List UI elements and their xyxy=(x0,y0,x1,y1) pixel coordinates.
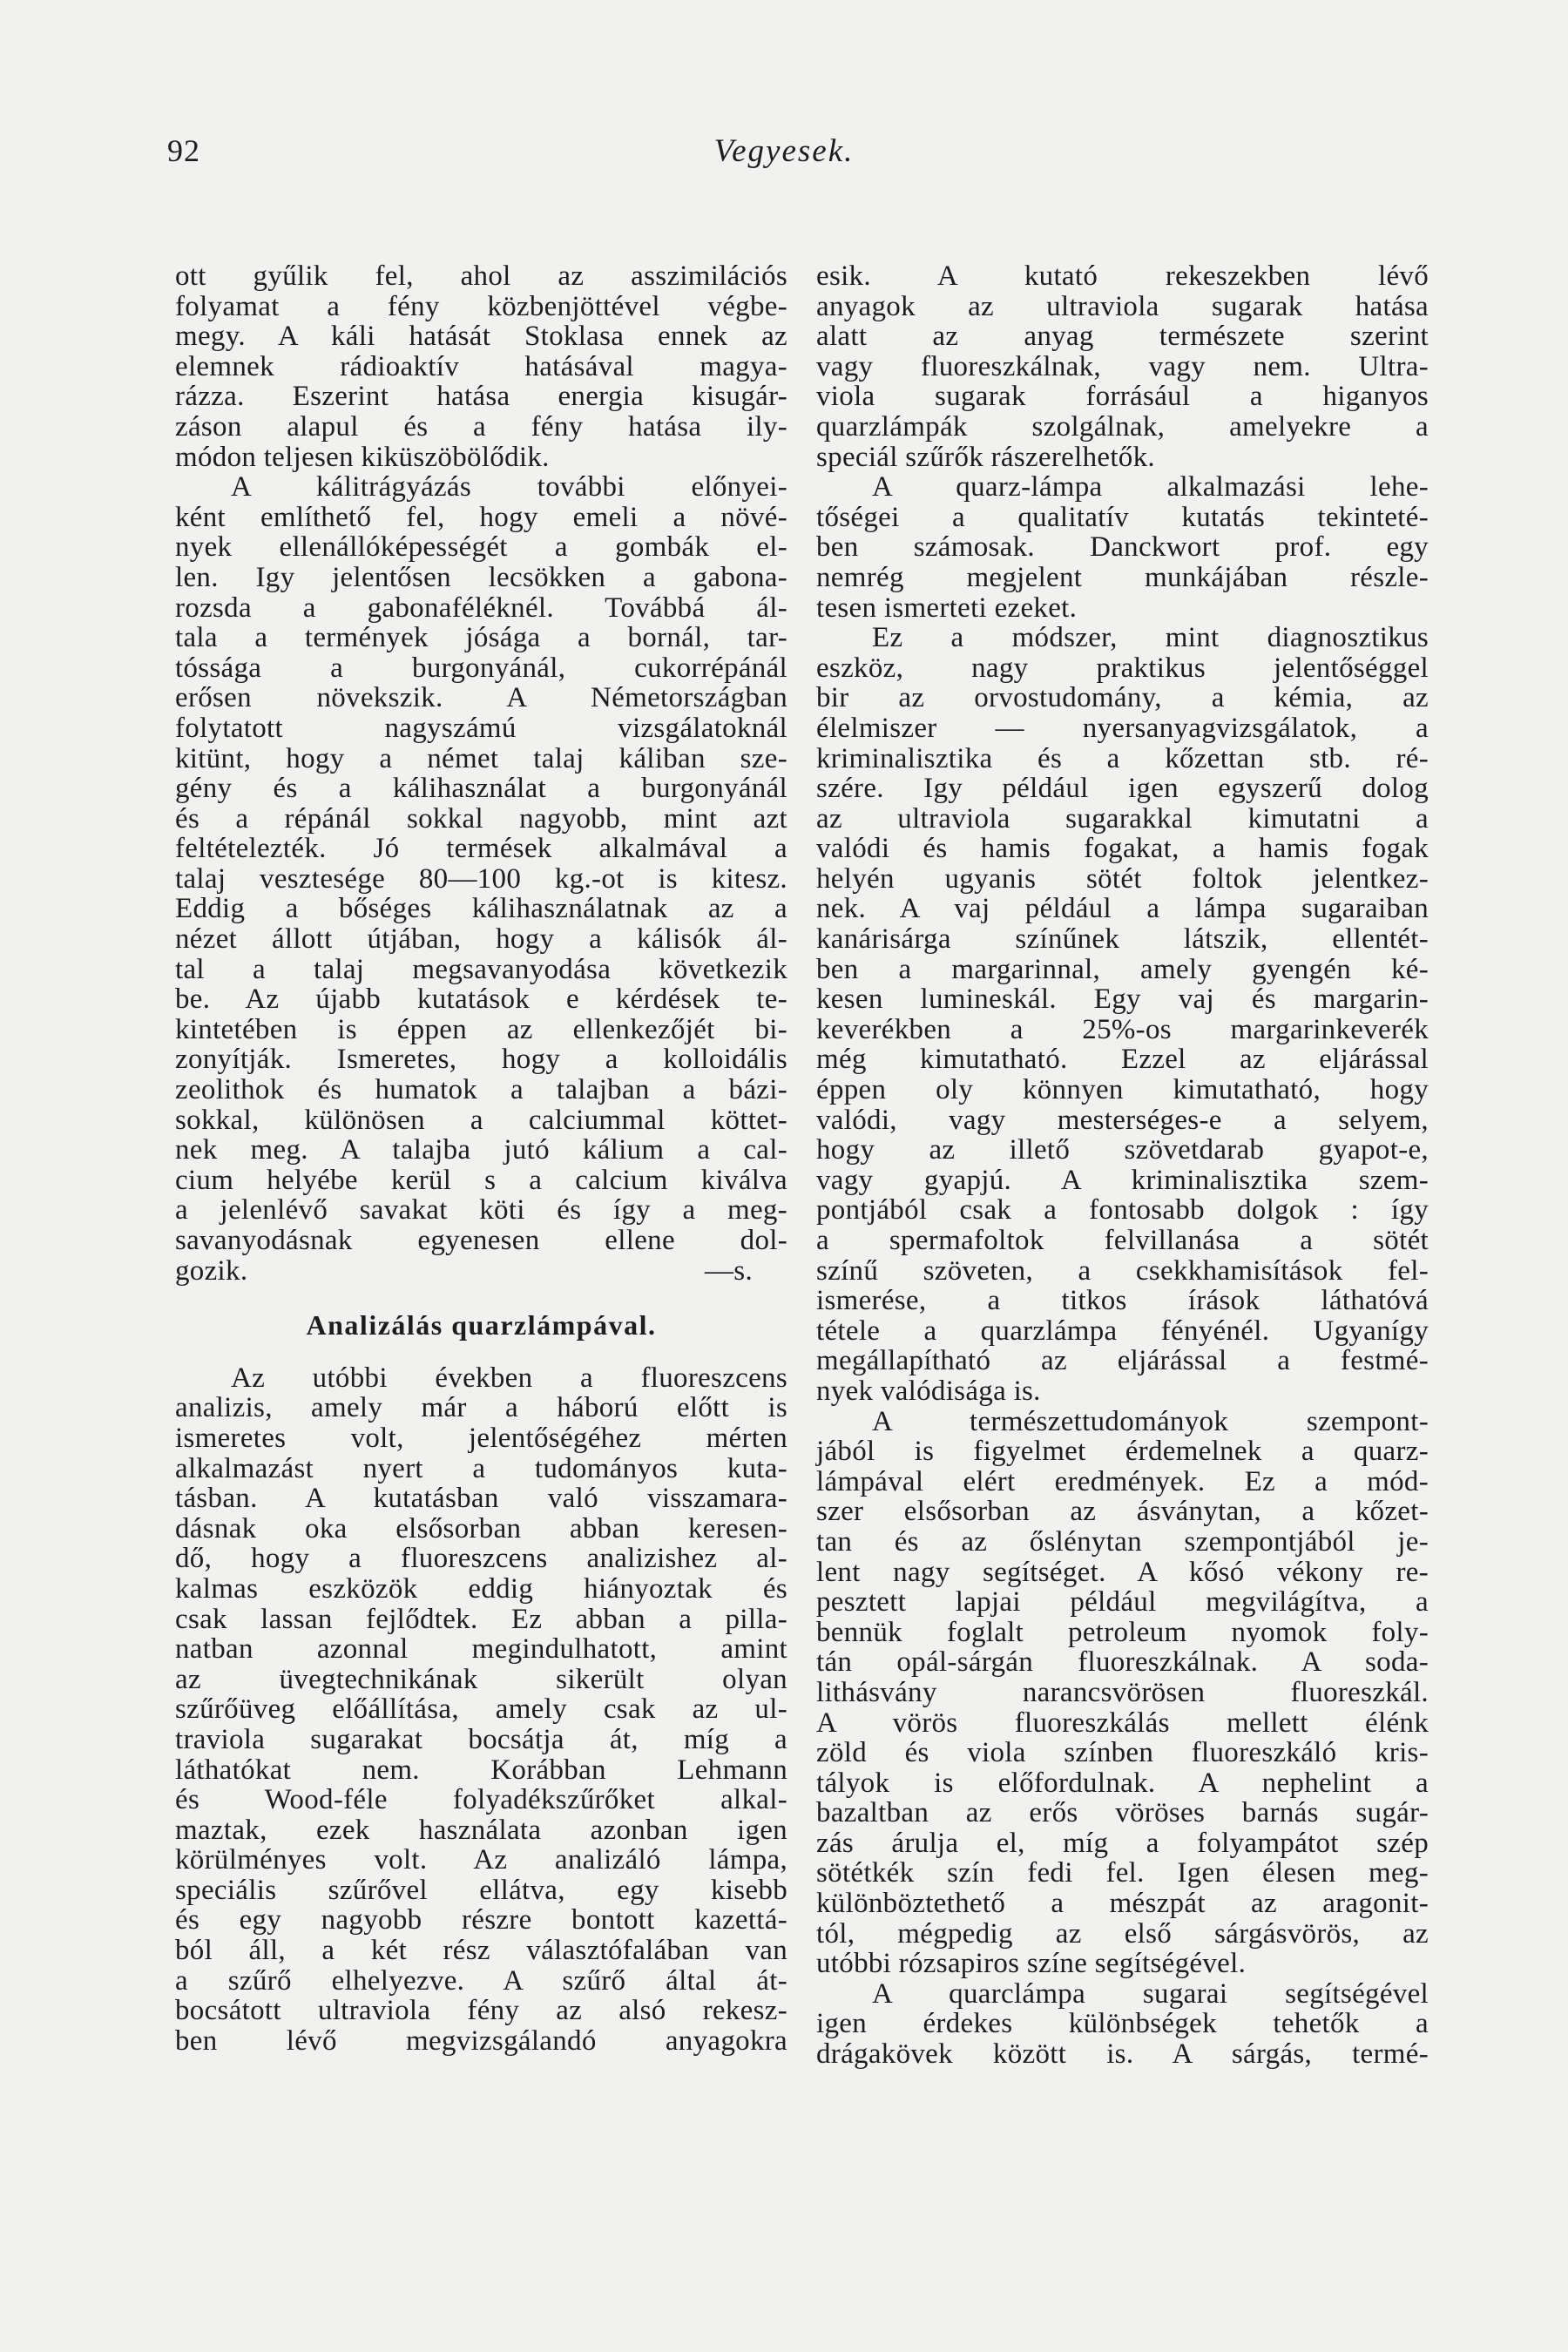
text-line: és Wood-féle folyadékszűrőket alkal- xyxy=(175,1784,787,1816)
text-line: ben lévő megvizsgálandó anyagokra xyxy=(175,2024,787,2057)
text-line: nek. A vaj például a lámpa sugaraiban xyxy=(816,893,1429,925)
text-line: utóbbi rózsapiros színe segítségével. xyxy=(816,1948,1247,1980)
text-line: helyén ugyanis sötét foltok jelentkez- xyxy=(816,862,1429,895)
text-line: záson alapul és a fény hatása ily- xyxy=(175,410,787,443)
text-line: kesen lumineskál. Egy vaj és margarin- xyxy=(816,983,1429,1016)
text-line: vagy fluoreszkálnak, vagy nem. Ultra- xyxy=(816,350,1429,382)
text-line: bir az orvostudomány, a kémia, az xyxy=(816,682,1429,714)
text-line: a jelenlévő savakat köti és így a meg- xyxy=(175,1194,787,1227)
text-line: ismerése, a titkos írások láthatóvá xyxy=(816,1285,1429,1317)
text-line: valódi és hamis fogakat, a hamis fogak xyxy=(816,833,1429,865)
text-line: a spermafoltok felvillanása a sötét xyxy=(816,1225,1429,1256)
text-line: színű szöveten, a csekkhamisítások fel- xyxy=(816,1254,1429,1287)
text-line: még kimutatható. Ezzel az eljárással xyxy=(816,1044,1429,1076)
text-line: tásban. A kutatásban való visszamara- xyxy=(175,1483,787,1515)
text-line: viola sugarak forrásául a higanyos xyxy=(816,381,1429,413)
text-line: tesen ismerteti ezeket. xyxy=(816,591,1078,624)
text-line: hogy az illető szövetdarab gyapot-e, xyxy=(816,1134,1429,1166)
text-fragment: gozik. xyxy=(175,1254,248,1287)
text-line: körülményes volt. Az analizáló lámpa, xyxy=(175,1844,787,1876)
text-line: keverékben a 25%-os margarinkeverék xyxy=(816,1013,1429,1045)
running-head: Vegyesek. xyxy=(713,133,855,169)
text-line: nemrég megjelent munkájában részle- xyxy=(816,561,1429,593)
text-line: tétele a quarzlámpa fényénél. Ugyanígy xyxy=(816,1315,1429,1347)
text-line: pontjából csak a fontosabb dolgok : így xyxy=(816,1194,1429,1227)
text-line: lent nagy segítséget. A kősó vékony re- xyxy=(816,1556,1429,1588)
text-line: nézet állott útjában, hogy a kálisók ál- xyxy=(175,923,787,956)
text-line: az üvegtechnikának sikerült olyan xyxy=(175,1663,787,1695)
text-line: láthatókat nem. Korábban Lehmann xyxy=(175,1754,787,1786)
text-line: kriminalisztika és a kőzettan stb. ré- xyxy=(816,742,1429,774)
text-line: kanárisárga színűnek látszik, ellentét- xyxy=(816,923,1429,956)
text-line: anyagok az ultraviola sugarak hatása xyxy=(816,290,1429,322)
text-line: szűrőüveg előállítása, amely csak az ul- xyxy=(175,1693,787,1726)
text-line: maztak, ezek használata azonban igen xyxy=(175,1814,787,1846)
text-line: cium helyébe kerül s a calcium kiválva xyxy=(175,1164,787,1196)
text-line: ból áll, a két rész választófalában van xyxy=(175,1935,787,1967)
text-line: szer elsősorban az ásványtan, a kőzet- xyxy=(816,1496,1429,1528)
text-line: sokkal, különösen a calciummal köttet- xyxy=(175,1104,787,1136)
text-line: tan és az őslénytan szempontjából je- xyxy=(816,1525,1429,1558)
text-line: ismeretes volt, jelentőségéhez mérten xyxy=(175,1422,787,1454)
text-line: quarzlámpák szolgálnak, amelyekre a xyxy=(816,410,1429,443)
text-line: vagy gyapjú. A kriminalisztika szem- xyxy=(816,1164,1429,1196)
text-line: ben a margarinnal, amely gyengén ké- xyxy=(816,953,1429,985)
text-line: ként említhető fel, hogy emeli a növé- xyxy=(175,501,787,533)
text-line: tal a talaj megsavanyodása következik xyxy=(175,953,787,985)
text-line: A kálitrágyázás további előnyei- xyxy=(231,471,787,504)
text-line: A quarz-lámpa alkalmazási lehe- xyxy=(872,471,1429,504)
text-line: alkalmazást nyert a tudományos kuta- xyxy=(175,1452,787,1484)
text-line: sötétkék szín fedi fel. Igen élesen meg- xyxy=(816,1857,1429,1889)
text-line: nyek ellenállóképességét a gombák el- xyxy=(175,531,787,564)
text-line: különböztethető a mészpát az aragonit- xyxy=(816,1888,1429,1920)
text-line: éppen oly könnyen kimutatható, hogy xyxy=(816,1074,1429,1106)
text-line: nyek valódisága is. xyxy=(816,1375,1041,1407)
text-line: Az utóbbi években a fluoreszcens xyxy=(231,1362,787,1394)
text-line: bennük foglalt petroleum nyomok foly- xyxy=(816,1616,1429,1648)
text-line: erősen növekszik. A Németországban xyxy=(175,682,787,714)
text-line: valódi, vagy mesterséges-e a selyem, xyxy=(816,1104,1429,1136)
text-line: tőségei a qualitatív kutatás tekinteté- xyxy=(816,501,1429,533)
text-line xyxy=(175,1256,787,1287)
text-line: A vörös fluoreszkálás mellett élénk xyxy=(816,1707,1429,1739)
text-line: rozsda a gabonaféléknél. Továbbá ál- xyxy=(175,591,787,624)
text-line: folyamat a fény közbenjöttével végbe- xyxy=(175,290,787,322)
text-line: be. Az újabb kutatások e kérdések te- xyxy=(175,983,787,1016)
text-line: speciál szűrők rászerelhetők. xyxy=(816,441,1155,473)
section-heading: Analizálás quarzlámpával. xyxy=(306,1309,657,1342)
text-line: traviola sugarakat bocsátja át, míg a xyxy=(175,1723,787,1755)
text-line: tán opál-sárgán fluoreszkálnak. A soda- xyxy=(816,1646,1429,1679)
text-line: megállapítható az eljárással a festmé- xyxy=(816,1345,1429,1377)
text-line: a szűrő elhelyezve. A szűrő által át- xyxy=(175,1964,787,1997)
text-line: drágakövek között is. A sárgás, termé- xyxy=(816,2038,1429,2071)
text-line: módon teljesen kiküszöbölődik. xyxy=(175,441,550,473)
text-line: talaj vesztesége 80—100 kg.-ot is kitesz. xyxy=(175,862,787,895)
text-line: tályok is előfordulnak. A nephelint a xyxy=(816,1767,1429,1799)
text-line: A természettudományok szempont- xyxy=(872,1405,1429,1437)
text-line: nek meg. A talajba jutó kálium a cal- xyxy=(175,1134,787,1166)
text-line: és a répánál sokkal nagyobb, mint azt xyxy=(175,802,787,835)
text-line: tól, mégpedig az első sárgásvörös, az xyxy=(816,1917,1429,1950)
text-line: jából is figyelmet érdemelnek a quarz- xyxy=(816,1436,1429,1468)
text-line: esik. A kutató rekeszekben lévő xyxy=(816,260,1429,292)
text-line: alatt az anyag természete szerint xyxy=(816,321,1429,353)
text-fragment: —s. xyxy=(705,1254,753,1287)
text-line: feltételezték. Jó termések alkalmával a xyxy=(175,833,787,865)
text-line: lithásvány narancsvörösen fluoreszkál. xyxy=(816,1676,1429,1708)
right-column xyxy=(816,261,1429,2070)
text-line: dásnak oka elsősorban abban keresen- xyxy=(175,1512,787,1544)
text-line: ott gyűlik fel, ahol az asszimilációs xyxy=(175,260,787,292)
text-line: zonyítják. Ismeretes, hogy a kolloidális xyxy=(175,1044,787,1076)
text-line: dő, hogy a fluoreszcens analizishez al- xyxy=(175,1543,787,1575)
text-line: lámpával elért eredmények. Ez a mód- xyxy=(816,1465,1429,1497)
text-line: speciális szűrővel ellátva, egy kisebb xyxy=(175,1874,787,1906)
text-line: Ez a módszer, mint diagnosztikus xyxy=(872,622,1429,654)
text-line: rázza. Eszerint hatása energia kisugár- xyxy=(175,381,787,413)
text-line: folytatott nagyszámú vizsgálatoknál xyxy=(175,712,787,744)
left-column xyxy=(175,261,787,2056)
text-line: kintetében is éppen az ellenkezőjét bi- xyxy=(175,1013,787,1045)
text-line: zeolithok és humatok a talajban a bázi- xyxy=(175,1074,787,1106)
text-line: zás árulja el, míg a folyampátot szép xyxy=(816,1827,1429,1859)
text-line: len. Igy jelentősen lecsökken a gabona- xyxy=(175,561,787,593)
text-line: zöld és viola színben fluoreszkáló kris- xyxy=(816,1737,1429,1769)
text-line: savanyodásnak egyenesen ellene dol- xyxy=(175,1225,787,1256)
text-line: csak lassan fejlődtek. Ez abban a pilla- xyxy=(175,1603,787,1635)
text-line: kitünt, hogy a német talaj káliban sze- xyxy=(175,742,787,774)
text-line: szére. Igy például igen egyszerű dolog xyxy=(816,773,1429,805)
text-line: tala a termények jósága a bornál, tar- xyxy=(175,622,787,654)
text-line: analizis, amely már a háború előtt is xyxy=(175,1392,787,1424)
text-line: kalmas eszközök eddig hiányoztak és xyxy=(175,1572,787,1605)
text-line: natban azonnal megindulhatott, amint xyxy=(175,1633,787,1666)
text-line: bazaltban az erős vöröses barnás sugár- xyxy=(816,1797,1429,1829)
text-line: ben számosak. Danckwort prof. egy xyxy=(816,531,1429,564)
text-line: bocsátott ultraviola fény az alsó rekesz- xyxy=(175,1995,787,2027)
text-line: élelmiszer — nyersanyagvizsgálatok, a xyxy=(816,712,1429,744)
text-line: az ultraviola sugarakkal kimutatni a xyxy=(816,802,1429,835)
text-line: pesztett lapjai például megvilágítva, a xyxy=(816,1586,1429,1619)
page-number: 92 xyxy=(167,133,200,168)
text-line: igen érdekes különbségek tehetők a xyxy=(816,2008,1429,2040)
text-line: elemnek rádioaktív hatásával magya- xyxy=(175,350,787,382)
text-line: gény és a kálihasználat a burgonyánál xyxy=(175,773,787,805)
text-line: tóssága a burgonyánál, cukorrépánál xyxy=(175,652,787,684)
text-line: és egy nagyobb részre bontott kazettá- xyxy=(175,1904,787,1936)
text-line: A quarclámpa sugarai segítségével xyxy=(872,1977,1429,2010)
text-line: Eddig a bőséges kálihasználatnak az a xyxy=(175,893,787,925)
text-line: megy. A káli hatását Stoklasa ennek az xyxy=(175,321,787,353)
text-line: eszköz, nagy praktikus jelentőséggel xyxy=(816,652,1429,684)
